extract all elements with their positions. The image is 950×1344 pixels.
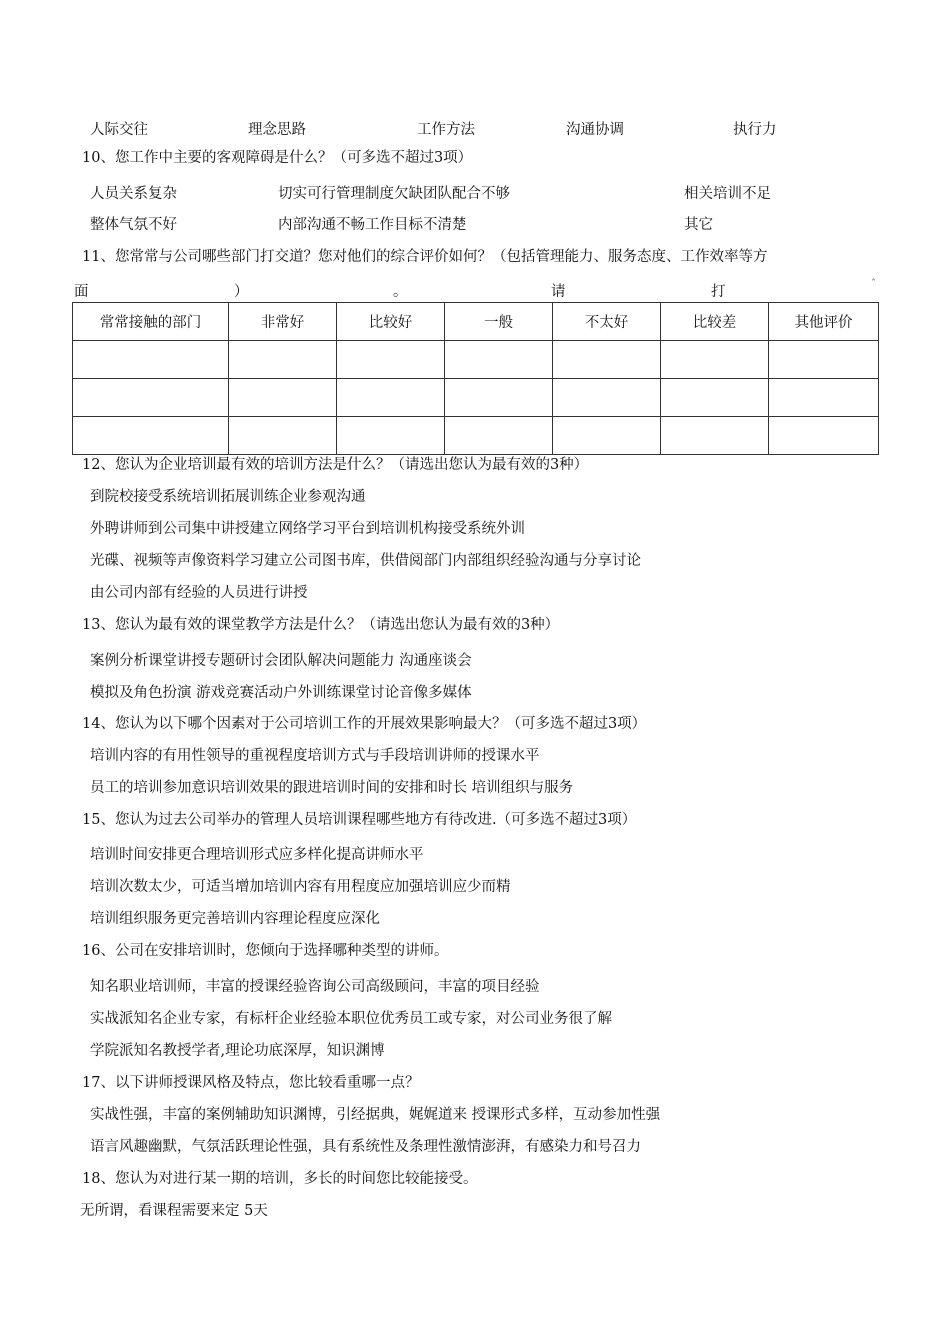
q18-options-line: 无所谓，看课程需要来定 5天 xyxy=(80,1203,268,1219)
q17-options-line: 语言风趣幽默，气氛活跃理论性强，具有系统性及条理性激情澎湃，有感染力和号召力 xyxy=(90,1139,641,1155)
q13-title: 13、您认为最有效的课堂教学方法是什么？（请选出您认为最有效的3种） xyxy=(82,617,560,633)
q11-continuation: ） xyxy=(234,284,249,300)
column-header: 比较好 xyxy=(337,303,445,341)
table-cell[interactable] xyxy=(337,417,445,455)
table-cell[interactable] xyxy=(553,341,661,379)
table-cell[interactable] xyxy=(73,379,229,417)
caret-mark: ˆ xyxy=(871,279,876,290)
q15-title: 15、您认为过去公司举办的管理人员培训课程哪些地方有待改进.（可多选不超过3项） xyxy=(82,812,637,828)
q12-title: 12、您认为企业培训最有效的培训方法是什么？（请选出您认为最有效的3种） xyxy=(82,457,589,473)
q13-options-line: 模拟及角色扮演 游戏竞赛活动户外训练课堂讨论音像多媒体 xyxy=(90,685,472,701)
table-row xyxy=(73,379,879,417)
q16-options-line: 学院派知名教授学者,理论功底深厚，知识渊博 xyxy=(90,1043,385,1059)
table-cell[interactable] xyxy=(661,379,769,417)
q17-title: 17、以下讲师授课风格及特点，您比较看重哪一点？ xyxy=(82,1075,420,1091)
q17-options-line: 实战性强，丰富的案例辅助知识渊博，引经据典，娓娓道来 授课形式多样，互动参加性强 xyxy=(90,1107,661,1123)
q10-option: 其它 xyxy=(684,217,713,233)
q18-title: 18、您认为对进行某一期的培训，多长的时间您比较能接受。 xyxy=(82,1171,478,1187)
table-cell[interactable] xyxy=(769,341,879,379)
table-cell[interactable] xyxy=(445,341,553,379)
q9-option-2: 理念思路 xyxy=(248,122,306,138)
q11-continuation: 请 xyxy=(551,284,566,300)
table-cell[interactable] xyxy=(229,341,337,379)
column-header: 常常接触的部门 xyxy=(73,303,229,341)
q15-options-line: 培训时间安排更合理培训形式应多样化提高讲师水平 xyxy=(90,847,424,863)
q10-option: 相关培训不足 xyxy=(684,186,771,202)
table-row xyxy=(73,341,879,379)
table-cell[interactable] xyxy=(73,417,229,455)
q14-options-line: 培训内容的有用性领导的重视程度培训方式与手段培训讲师的授课水平 xyxy=(90,748,540,764)
q14-options-line: 员工的培训参加意识培训效果的跟进培训时间的安排和时长 培训组织与服务 xyxy=(90,780,574,796)
q10-title: 10、您工作中主要的客观障碍是什么？（可多选不超过3项） xyxy=(82,150,473,166)
table-header-row xyxy=(73,303,879,341)
q13-options-line: 案例分析课堂讲授专题研讨会团队解决问题能力 沟通座谈会 xyxy=(90,653,472,669)
q10-option: 整体气氛不好 xyxy=(90,217,177,233)
column-header: 非常好 xyxy=(229,303,337,341)
q15-options-line: 培训组织服务更完善培训内容理论程度应深化 xyxy=(90,911,380,927)
q9-option-1: 人际交往 xyxy=(90,122,148,138)
q9-option-4: 沟通协调 xyxy=(566,122,624,138)
q14-title: 14、您认为以下哪个因素对于公司培训工作的开展效果影响最大？（可多选不超过3项） xyxy=(82,716,647,732)
table-cell[interactable] xyxy=(445,379,553,417)
q11-title: 11、您常常与公司哪些部门打交道？您对他们的综合评价如何？（包括管理能力、服务态度、工作效率等方 xyxy=(82,249,768,265)
q16-options-line: 知名职业培训师，丰富的授课经验咨询公司高级顾问，丰富的项目经验 xyxy=(90,979,540,995)
q16-title: 16、公司在安排培训时，您倾向于选择哪种类型的讲师。 xyxy=(82,943,449,959)
q12-options-line: 到院校接受系统培训拓展训练企业参观沟通 xyxy=(90,489,366,505)
q12-options-line: 由公司内部有经验的人员进行讲授 xyxy=(90,585,308,601)
table-cell[interactable] xyxy=(229,417,337,455)
table-cell[interactable] xyxy=(553,417,661,455)
table-cell[interactable] xyxy=(553,379,661,417)
column-header: 一般 xyxy=(445,303,553,341)
table-cell[interactable] xyxy=(337,341,445,379)
table-cell[interactable] xyxy=(229,379,337,417)
q15-options-line: 培训次数太少，可适当增加培训内容有用程度应加强培训应少而精 xyxy=(90,879,511,895)
table-row xyxy=(73,417,879,455)
column-header: 不太好 xyxy=(553,303,661,341)
table-cell[interactable] xyxy=(445,417,553,455)
q16-options-line: 实战派知名企业专家，有标杆企业经验本职位优秀员工或专家，对公司业务很了解 xyxy=(90,1011,612,1027)
q12-options-line: 外聘讲师到公司集中讲授建立网络学习平台到培训机构接受系统外训 xyxy=(90,521,525,537)
table-cell[interactable] xyxy=(769,417,879,455)
q10-option: 内部沟通不畅工作目标不清楚 xyxy=(278,217,467,233)
column-header: 其他评价 xyxy=(769,303,879,341)
q10-option: 切实可行管理制度欠缺团队配合不够 xyxy=(278,186,510,202)
table-cell[interactable] xyxy=(661,417,769,455)
column-header: 比较差 xyxy=(661,303,769,341)
q9-option-3: 工作方法 xyxy=(417,122,475,138)
table-cell[interactable] xyxy=(661,341,769,379)
q12-options-line: 光碟、视频等声像资料学习建立公司图书库，供借阅部门内部组织经验沟通与分享讨论 xyxy=(90,553,641,569)
q11-continuation: 打 xyxy=(711,284,726,300)
table-cell[interactable] xyxy=(73,341,229,379)
department-evaluation-table xyxy=(72,302,879,455)
table-cell[interactable] xyxy=(337,379,445,417)
table-cell[interactable] xyxy=(769,379,879,417)
q9-option-5: 执行力 xyxy=(733,122,777,138)
q10-option: 人员关系复杂 xyxy=(90,186,177,202)
q11-continuation: 。 xyxy=(393,284,408,300)
q11-continuation: 面 xyxy=(74,284,89,300)
